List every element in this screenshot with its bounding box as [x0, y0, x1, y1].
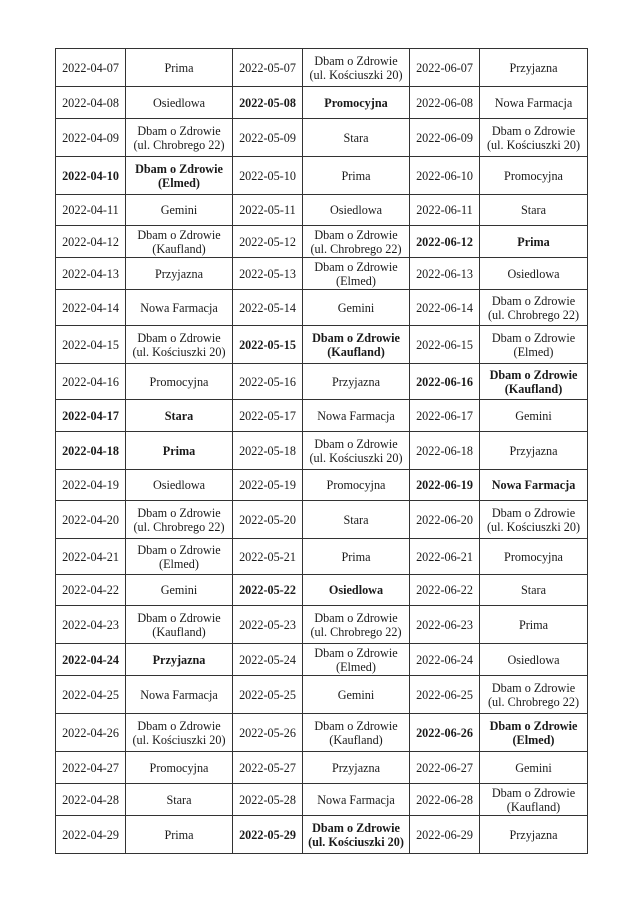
cell-may-pharmacy: Promocyjna: [303, 87, 410, 119]
cell-june-date: 2022-06-11: [410, 195, 480, 226]
cell-april-date: 2022-04-25: [56, 676, 126, 714]
cell-may-date: 2022-05-24: [233, 644, 303, 676]
cell-april-pharmacy: Osiedlowa: [126, 87, 233, 119]
table-row: [56, 644, 588, 676]
cell-april-pharmacy: Dbam o Zdrowie (Kaufland): [126, 606, 233, 644]
cell-april-pharmacy: Promocyjna: [126, 364, 233, 400]
cell-april-pharmacy: Przyjazna: [126, 258, 233, 290]
cell-may-pharmacy: Dbam o Zdrowie (Elmed): [303, 258, 410, 290]
cell-may-date: 2022-05-15: [233, 326, 303, 364]
cell-june-pharmacy: Dbam o Zdrowie (ul. Kościuszki 20): [480, 119, 588, 157]
cell-june-pharmacy: Promocyjna: [480, 539, 588, 575]
table-row: [56, 364, 588, 400]
cell-april-pharmacy: Prima: [126, 816, 233, 854]
cell-june-date: 2022-06-23: [410, 606, 480, 644]
cell-april-date: 2022-04-07: [56, 49, 126, 87]
cell-june-date: 2022-06-25: [410, 676, 480, 714]
cell-april-pharmacy: Prima: [126, 432, 233, 470]
table-row: [56, 87, 588, 119]
cell-april-pharmacy: Stara: [126, 400, 233, 432]
table-row: [56, 400, 588, 432]
cell-june-pharmacy: Nowa Farmacja: [480, 87, 588, 119]
cell-may-pharmacy: Przyjazna: [303, 752, 410, 784]
cell-april-pharmacy: Stara: [126, 784, 233, 816]
cell-may-pharmacy: Dbam o Zdrowie (ul. Kościuszki 20): [303, 432, 410, 470]
cell-may-pharmacy: Promocyjna: [303, 470, 410, 501]
cell-may-date: 2022-05-14: [233, 290, 303, 326]
cell-may-pharmacy: Osiedlowa: [303, 575, 410, 606]
cell-april-pharmacy: Nowa Farmacja: [126, 676, 233, 714]
cell-april-pharmacy: Przyjazna: [126, 644, 233, 676]
cell-april-date: 2022-04-10: [56, 157, 126, 195]
cell-april-date: 2022-04-18: [56, 432, 126, 470]
cell-may-date: 2022-05-07: [233, 49, 303, 87]
cell-april-date: 2022-04-12: [56, 226, 126, 258]
cell-may-pharmacy: Nowa Farmacja: [303, 784, 410, 816]
cell-april-date: 2022-04-13: [56, 258, 126, 290]
cell-april-pharmacy: Gemini: [126, 575, 233, 606]
cell-may-pharmacy: Dbam o Zdrowie (Kaufland): [303, 714, 410, 752]
cell-may-date: 2022-05-28: [233, 784, 303, 816]
cell-april-date: 2022-04-14: [56, 290, 126, 326]
cell-april-date: 2022-04-15: [56, 326, 126, 364]
cell-may-date: 2022-05-09: [233, 119, 303, 157]
cell-april-date: 2022-04-20: [56, 501, 126, 539]
table-row: [56, 326, 588, 364]
cell-june-pharmacy: Nowa Farmacja: [480, 470, 588, 501]
table-row: [56, 258, 588, 290]
cell-june-pharmacy: Osiedlowa: [480, 644, 588, 676]
table-row: [56, 49, 588, 87]
cell-april-pharmacy: Dbam o Zdrowie (Kaufland): [126, 226, 233, 258]
cell-june-pharmacy: Prima: [480, 226, 588, 258]
cell-april-pharmacy: Promocyjna: [126, 752, 233, 784]
cell-june-date: 2022-06-21: [410, 539, 480, 575]
cell-june-date: 2022-06-20: [410, 501, 480, 539]
table-row: [56, 539, 588, 575]
cell-april-date: 2022-04-28: [56, 784, 126, 816]
table-row: [56, 195, 588, 226]
cell-june-date: 2022-06-08: [410, 87, 480, 119]
cell-june-date: 2022-06-16: [410, 364, 480, 400]
cell-may-date: 2022-05-17: [233, 400, 303, 432]
cell-may-pharmacy: Dbam o Zdrowie (Kaufland): [303, 326, 410, 364]
cell-may-pharmacy: Przyjazna: [303, 364, 410, 400]
cell-may-pharmacy: Gemini: [303, 676, 410, 714]
cell-june-date: 2022-06-17: [410, 400, 480, 432]
cell-april-pharmacy: Dbam o Zdrowie (Elmed): [126, 157, 233, 195]
cell-june-date: 2022-06-10: [410, 157, 480, 195]
cell-may-date: 2022-05-25: [233, 676, 303, 714]
cell-may-pharmacy: Dbam o Zdrowie (ul. Chrobrego 22): [303, 606, 410, 644]
cell-june-pharmacy: Osiedlowa: [480, 258, 588, 290]
cell-april-date: 2022-04-23: [56, 606, 126, 644]
cell-april-date: 2022-04-24: [56, 644, 126, 676]
cell-may-date: 2022-05-12: [233, 226, 303, 258]
table-row: [56, 816, 588, 854]
cell-june-date: 2022-06-12: [410, 226, 480, 258]
cell-june-pharmacy: Przyjazna: [480, 49, 588, 87]
cell-may-date: 2022-05-13: [233, 258, 303, 290]
cell-june-date: 2022-06-13: [410, 258, 480, 290]
cell-april-pharmacy: Nowa Farmacja: [126, 290, 233, 326]
cell-april-pharmacy: Dbam o Zdrowie (ul. Chrobrego 22): [126, 119, 233, 157]
cell-june-date: 2022-06-26: [410, 714, 480, 752]
cell-april-date: 2022-04-21: [56, 539, 126, 575]
cell-june-date: 2022-06-14: [410, 290, 480, 326]
cell-april-date: 2022-04-22: [56, 575, 126, 606]
cell-april-date: 2022-04-17: [56, 400, 126, 432]
table-row: [56, 157, 588, 195]
cell-may-date: 2022-05-10: [233, 157, 303, 195]
cell-june-pharmacy: Dbam o Zdrowie (Kaufland): [480, 364, 588, 400]
table-row: [56, 784, 588, 816]
cell-june-pharmacy: Dbam o Zdrowie (Kaufland): [480, 784, 588, 816]
cell-april-date: 2022-04-26: [56, 714, 126, 752]
cell-june-date: 2022-06-15: [410, 326, 480, 364]
cell-april-date: 2022-04-08: [56, 87, 126, 119]
cell-april-pharmacy: Gemini: [126, 195, 233, 226]
cell-may-pharmacy: Stara: [303, 119, 410, 157]
cell-april-date: 2022-04-29: [56, 816, 126, 854]
cell-may-date: 2022-05-29: [233, 816, 303, 854]
table-row: [56, 119, 588, 157]
cell-may-pharmacy: Prima: [303, 157, 410, 195]
table-row: [56, 290, 588, 326]
table-row: [56, 714, 588, 752]
cell-may-date: 2022-05-21: [233, 539, 303, 575]
cell-april-pharmacy: Dbam o Zdrowie (ul. Chrobrego 22): [126, 501, 233, 539]
cell-june-date: 2022-06-19: [410, 470, 480, 501]
cell-may-pharmacy: Dbam o Zdrowie (ul. Chrobrego 22): [303, 226, 410, 258]
cell-april-pharmacy: Dbam o Zdrowie (ul. Kościuszki 20): [126, 714, 233, 752]
cell-may-date: 2022-05-22: [233, 575, 303, 606]
cell-june-pharmacy: Przyjazna: [480, 816, 588, 854]
cell-may-pharmacy: Dbam o Zdrowie (ul. Kościuszki 20): [303, 816, 410, 854]
cell-may-date: 2022-05-19: [233, 470, 303, 501]
cell-june-date: 2022-06-24: [410, 644, 480, 676]
cell-may-pharmacy: Nowa Farmacja: [303, 400, 410, 432]
cell-april-date: 2022-04-16: [56, 364, 126, 400]
cell-june-pharmacy: Stara: [480, 195, 588, 226]
cell-june-pharmacy: Dbam o Zdrowie (Elmed): [480, 326, 588, 364]
table-row: [56, 432, 588, 470]
cell-june-pharmacy: Przyjazna: [480, 432, 588, 470]
cell-may-date: 2022-05-23: [233, 606, 303, 644]
cell-june-pharmacy: Dbam o Zdrowie (ul. Chrobrego 22): [480, 290, 588, 326]
cell-may-pharmacy: Osiedlowa: [303, 195, 410, 226]
cell-may-pharmacy: Prima: [303, 539, 410, 575]
table-row: [56, 752, 588, 784]
cell-may-date: 2022-05-20: [233, 501, 303, 539]
cell-april-pharmacy: Dbam o Zdrowie (Elmed): [126, 539, 233, 575]
pharmacy-duty-schedule-table: [55, 48, 588, 854]
cell-june-pharmacy: Stara: [480, 575, 588, 606]
cell-june-date: 2022-06-27: [410, 752, 480, 784]
cell-june-date: 2022-06-22: [410, 575, 480, 606]
cell-june-date: 2022-06-09: [410, 119, 480, 157]
table-row: [56, 501, 588, 539]
cell-may-date: 2022-05-26: [233, 714, 303, 752]
cell-june-pharmacy: Gemini: [480, 400, 588, 432]
cell-june-pharmacy: Dbam o Zdrowie (Elmed): [480, 714, 588, 752]
cell-may-date: 2022-05-27: [233, 752, 303, 784]
cell-april-pharmacy: Prima: [126, 49, 233, 87]
schedule-body: [56, 49, 588, 854]
cell-june-date: 2022-06-29: [410, 816, 480, 854]
cell-may-date: 2022-05-18: [233, 432, 303, 470]
table-row: [56, 470, 588, 501]
cell-june-pharmacy: Dbam o Zdrowie (ul. Kościuszki 20): [480, 501, 588, 539]
cell-april-pharmacy: Osiedlowa: [126, 470, 233, 501]
cell-may-pharmacy: Dbam o Zdrowie (ul. Kościuszki 20): [303, 49, 410, 87]
cell-may-pharmacy: Gemini: [303, 290, 410, 326]
table-row: [56, 676, 588, 714]
cell-april-date: 2022-04-27: [56, 752, 126, 784]
cell-june-date: 2022-06-18: [410, 432, 480, 470]
cell-april-date: 2022-04-19: [56, 470, 126, 501]
cell-june-date: 2022-06-07: [410, 49, 480, 87]
cell-april-pharmacy: Dbam o Zdrowie (ul. Kościuszki 20): [126, 326, 233, 364]
table-row: [56, 606, 588, 644]
cell-june-pharmacy: Prima: [480, 606, 588, 644]
cell-april-date: 2022-04-11: [56, 195, 126, 226]
cell-june-pharmacy: Dbam o Zdrowie (ul. Chrobrego 22): [480, 676, 588, 714]
cell-april-date: 2022-04-09: [56, 119, 126, 157]
cell-june-pharmacy: Gemini: [480, 752, 588, 784]
cell-may-pharmacy: Dbam o Zdrowie (Elmed): [303, 644, 410, 676]
cell-june-pharmacy: Promocyjna: [480, 157, 588, 195]
table-row: [56, 226, 588, 258]
cell-may-pharmacy: Stara: [303, 501, 410, 539]
cell-may-date: 2022-05-16: [233, 364, 303, 400]
cell-may-date: 2022-05-11: [233, 195, 303, 226]
cell-june-date: 2022-06-28: [410, 784, 480, 816]
cell-may-date: 2022-05-08: [233, 87, 303, 119]
table-row: [56, 575, 588, 606]
